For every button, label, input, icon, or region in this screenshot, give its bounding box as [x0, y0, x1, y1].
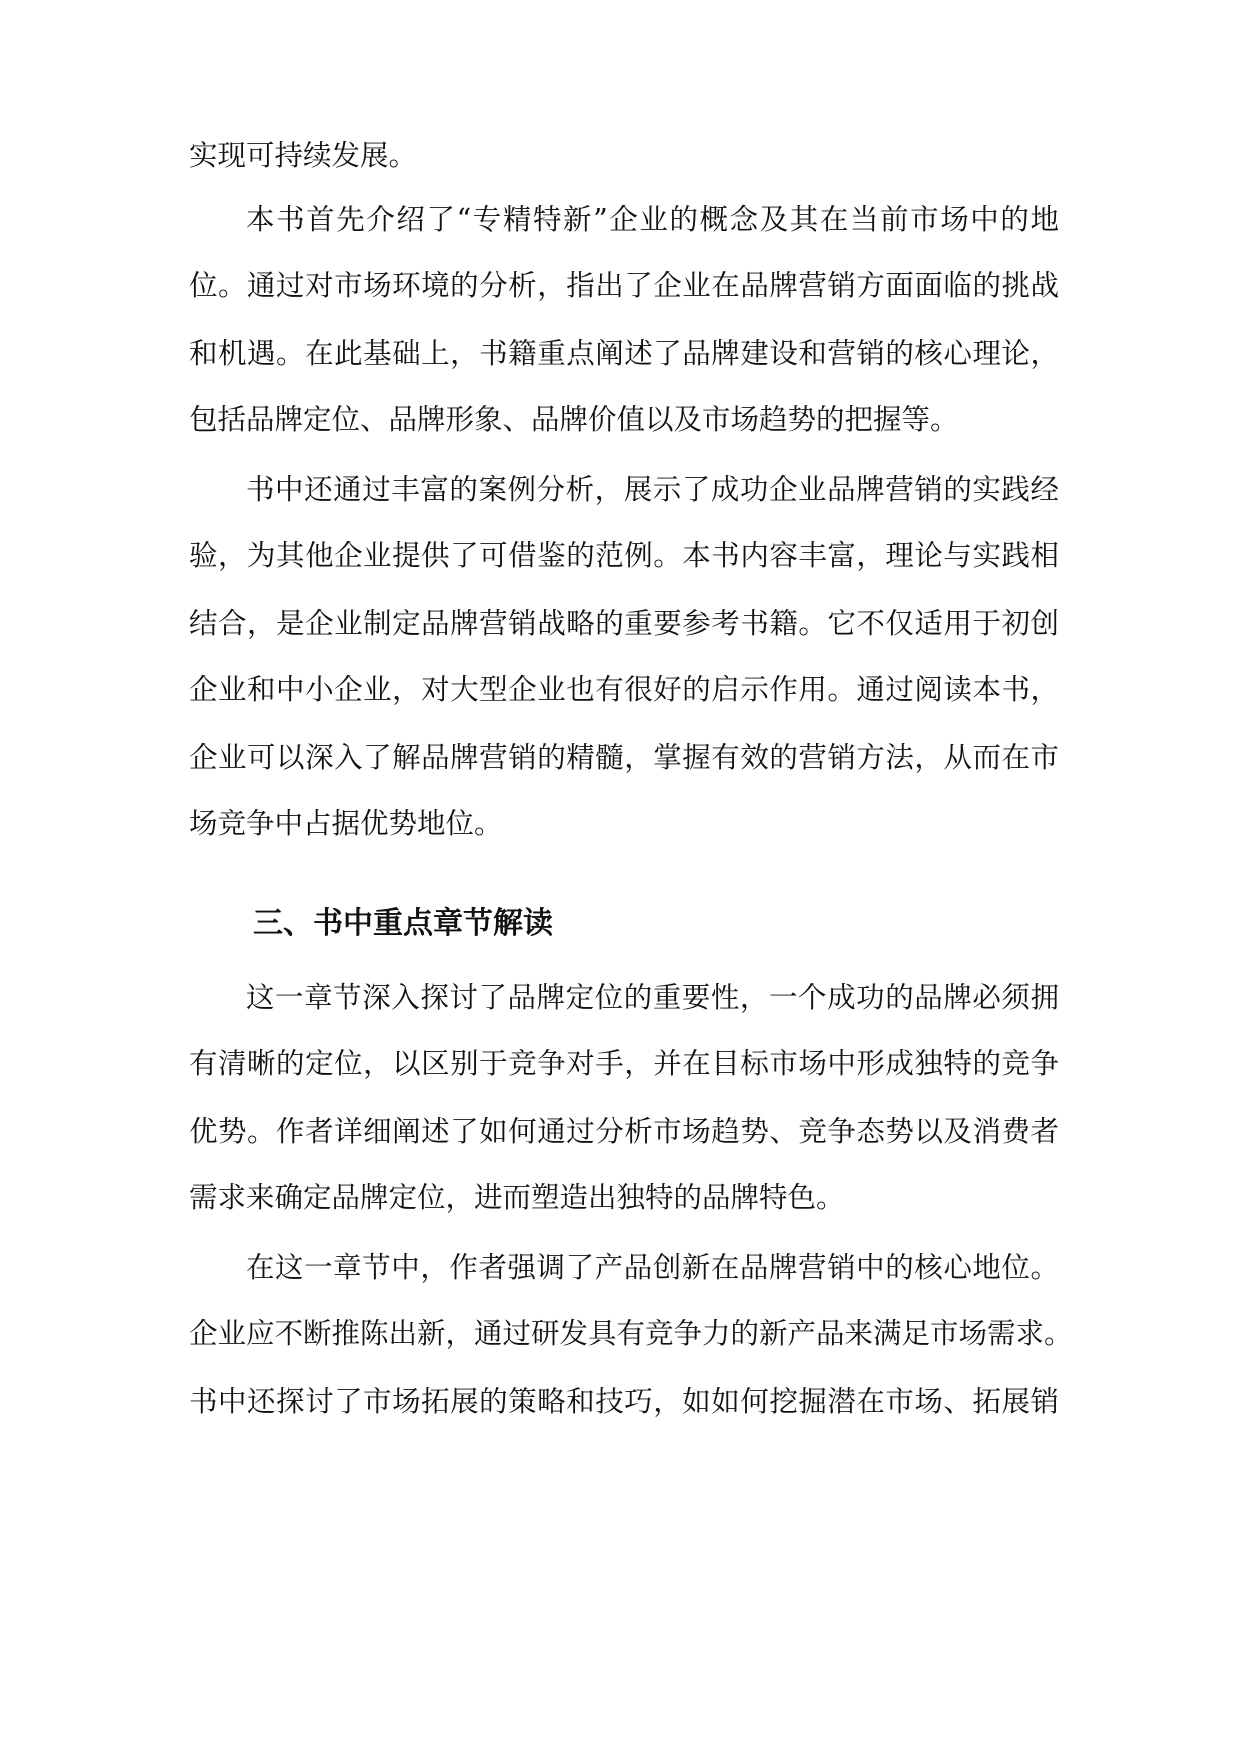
paragraph-line: 结合，是企业制定品牌营销战略的重要参考书籍。它不仅适用于初创: [189, 607, 1059, 640]
paragraph-line: 和机遇。在此基础上，书籍重点阐述了品牌建设和营销的核心理论，: [189, 337, 1059, 370]
paragraph-line: 书中还探讨了市场拓展的策略和技巧，如如何挖掘潜在市场、拓展销: [189, 1385, 1059, 1418]
paragraph-line: 优势。作者详细阐述了如何通过分析市场趋势、竞争态势以及消费者: [189, 1115, 1059, 1148]
paragraph-line: 在这一章节中，作者强调了产品创新在品牌营销中的核心地位。: [246, 1251, 1059, 1284]
paragraph-line: 包括品牌定位、品牌形象、品牌价值以及市场趋势的把握等。: [189, 403, 959, 436]
section-heading: 三、书中重点章节解读: [253, 906, 553, 941]
paragraph-line: 需求来确定品牌定位，进而塑造出独特的品牌特色。: [189, 1181, 845, 1214]
paragraph-line: 这一章节深入探讨了品牌定位的重要性，一个成功的品牌必须拥: [246, 981, 1059, 1014]
paragraph-line: 实现可持续发展。: [189, 139, 418, 172]
paragraph-line: 有清晰的定位，以区别于竞争对手，并在目标市场中形成独特的竞争: [189, 1047, 1059, 1080]
paragraph-line: 书中还通过丰富的案例分析，展示了成功企业品牌营销的实践经: [246, 473, 1059, 506]
paragraph-line: 场竞争中占据优势地位。: [189, 807, 503, 840]
paragraph-line: 本书首先介绍了“专精特新”企业的概念及其在当前市场中的地: [246, 203, 1059, 236]
paragraph-line: 企业可以深入了解品牌营销的精髓，掌握有效的营销方法，从而在市: [189, 741, 1059, 774]
paragraph-line: 位。通过对市场环境的分析，指出了企业在品牌营销方面面临的挑战: [189, 269, 1059, 302]
paragraph-line: 企业和中小企业，对大型企业也有很好的启示作用。通过阅读本书，: [189, 673, 1059, 706]
paragraph-line: 验，为其他企业提供了可借鉴的范例。本书内容丰富，理论与实践相: [189, 539, 1059, 572]
paragraph-line: 企业应不断推陈出新，通过研发具有竞争力的新产品来满足市场需求。: [189, 1317, 1073, 1350]
